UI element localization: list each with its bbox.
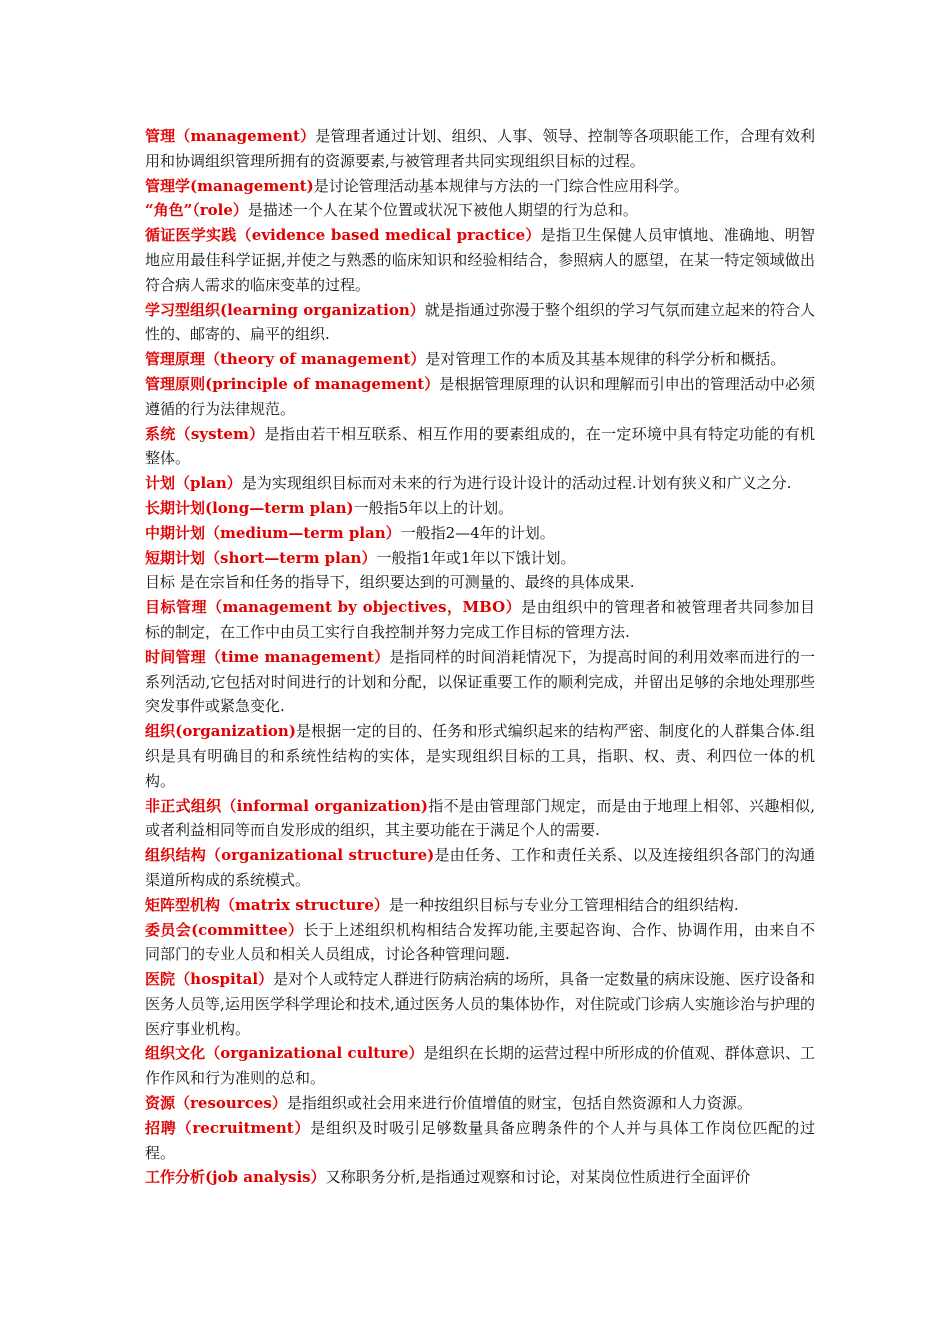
term: 时间管理（time management）: [145, 647, 390, 666]
definition-long-term-plan: [145, 496, 815, 521]
definition-text: 是指卫生保健人员审慎地、准确地、明智地应用最佳科学证据,并使之与熟悉的临床知识和经验相结合，参照病人的愿望，在某一特定领域做出符合病人需求的临床变革的过程。: [145, 226, 815, 294]
definition-text: 长于上述组织机构相结合发挥功能,主要起咨询、合作、协调作用，由来自不同部门的专业人员和相关人员组成，讨论各种管理问题.: [145, 920, 815, 964]
definition-role: [145, 198, 815, 223]
term: 计划（plan）: [145, 474, 242, 493]
definition-hospital: [145, 967, 815, 1041]
definition-medium-term-plan: [145, 521, 815, 546]
term: 目标管理（management by objectives，MBO）: [145, 598, 522, 617]
term: 中期计划（medium—term plan）: [145, 523, 401, 542]
definition-plan: [145, 471, 815, 496]
definition-learning-organization: [145, 298, 815, 348]
definition-text: 一般指2—4年的计划。: [400, 523, 555, 542]
definition-text: 是指由若干相互联系、相互作用的要素组成的，在一定环境中具有特定功能的有机整体。: [145, 424, 815, 468]
term: 非正式组织（informal organization): [145, 796, 429, 815]
definition-organization: [145, 719, 815, 793]
term: 工作分析(job analysis）: [145, 1168, 326, 1187]
definition-text: 是指组织或社会用来进行价值增值的财宝，包括自然资源和人力资源。: [286, 1094, 752, 1113]
definition-text: 就是指通过弥漫于整个组织的学习气氛而建立起来的符合人性的、邮寄的、扁平的组织.: [145, 300, 815, 344]
term: 循证医学实践（evidence based medical practice）: [145, 226, 541, 245]
definition-text: 是讨论管理活动基本规律与方法的一门综合性应用科学。: [313, 176, 689, 195]
term: 长期计划(long—term plan): [145, 498, 354, 517]
term: 管理（management）: [145, 127, 316, 145]
definition-objective: [145, 570, 815, 595]
term: 组织结构（organizational structure): [145, 846, 435, 865]
definition-text: 目标 是在宗旨和任务的指导下，组织要达到的可测量的、最终的具体成果.: [145, 573, 635, 592]
definition-recruitment: [145, 1116, 815, 1166]
definition-organizational-culture: [145, 1041, 815, 1091]
term: 委员会(committee）: [145, 920, 304, 939]
definition-system: [145, 422, 815, 472]
definition-evidence-based-practice: [145, 223, 815, 297]
definition-theory-of-management: [145, 347, 815, 372]
term: 学习型组织(learning organization）: [145, 300, 425, 319]
definition-text: 一般指1年或1年以下饿计划。: [376, 548, 576, 567]
term: 医院（hospital）: [145, 970, 274, 989]
definition-text: 是指同样的时间消耗情况下，为提高时间的利用效率而进行的一系列活动,它包括对时间进行的计划和分配，以保证重要工作的顺利完成，并留出足够的余地处理那些突发事件或紧急变化.: [145, 647, 815, 716]
definition-text: 指不是由管理部门规定，而是由于地理上相邻、兴趣相似,或者利益相同等而自发形成的组织，其主要功能在于满足个人的需要.: [145, 796, 815, 840]
definition-text: 一般指5年以上的计划。: [353, 498, 514, 517]
definition-text: 是描述一个人在某个位置或状况下被他人期望的行为总和。: [247, 201, 638, 220]
term: 组织文化（organizational culture）: [145, 1044, 424, 1063]
term: 资源（resources）: [145, 1094, 287, 1113]
term: “角色”（role）: [145, 201, 248, 220]
definition-management: [145, 124, 815, 174]
definition-time-management: [145, 645, 815, 719]
definition-committee: [145, 918, 815, 968]
definition-text: 是为实现组织目标而对未来的行为进行设计设计的活动过程.计划有狭义和广义之分.: [241, 474, 792, 493]
definition-informal-organization: [145, 794, 815, 844]
definition-text: 又称职务分析,是指通过观察和讨论，对某岗位性质进行全面评价: [325, 1168, 751, 1187]
definition-text: 是一种按组织目标与专业分工管理相结合的组织结构.: [388, 895, 739, 914]
definition-text: 是对个人或特定人群进行防病治病的场所，具备一定数量的病床设施、医疗设备和医务人员等,运用医学科学理论和技术,通过医务人员的集体协作，对住院或门诊病人实施诊治与护理的医疗事业机构。: [145, 970, 815, 1038]
term: 管理学(management): [145, 176, 314, 195]
term: 组织(organization): [145, 722, 296, 741]
definition-text: 是根据一定的目的、任务和形式编织起来的结构严密、制度化的人群集合体.组织是具有明确目的和系统性结构的实体，是实现组织目标的工具，指职、权、责、利四位一体的机构。: [145, 722, 815, 790]
definition-job-analysis: [145, 1165, 815, 1190]
definition-text: 是对管理工作的本质及其基本规律的科学分析和概括。: [425, 350, 786, 369]
term: 管理原理（theory of management）: [145, 350, 426, 369]
definition-resources: [145, 1091, 815, 1116]
definition-text: 是由任务、工作和责任关系、以及连接组织各部门的沟通渠道所构成的系统模式。: [145, 846, 815, 889]
definition-mbo: [145, 595, 815, 645]
term: 矩阵型机构（matrix structure）: [145, 895, 389, 914]
term: 管理原则(principle of management）: [145, 374, 440, 393]
definition-short-term-plan: [145, 546, 815, 571]
term: 短期计划（short—term plan）: [145, 548, 377, 567]
definition-management-science: [145, 174, 815, 199]
term: 系统（system）: [145, 424, 265, 443]
document-page: [145, 124, 815, 1190]
definition-text: 是管理者通过计划、组织、人事、领导、控制等各项职能工作，合理有效利用和协调组织管理所拥有的资源要素,与被管理者共同实现组织目标的过程。: [145, 127, 815, 170]
definition-text: 是根据管理原理的认识和理解而引申出的管理活动中必须遵循的行为法律规范。: [145, 374, 815, 418]
definition-matrix-structure: [145, 893, 815, 918]
term: 招聘（recruitment）: [145, 1118, 311, 1137]
definition-text: 是组织在长期的运营过程中所形成的价值观、群体意识、工作作风和行为准则的总和。: [145, 1044, 815, 1088]
definition-principle-of-management: [145, 372, 815, 422]
definition-text: 是由组织中的管理者和被管理者共同参加目标的制定，在工作中由员工实行自我控制并努力完成工作目标的管理方法.: [145, 598, 815, 641]
definition-organizational-structure: [145, 843, 815, 893]
definition-text: 是组织及时吸引足够数量具备应聘条件的个人并与具体工作岗位匹配的过程。: [145, 1118, 815, 1162]
